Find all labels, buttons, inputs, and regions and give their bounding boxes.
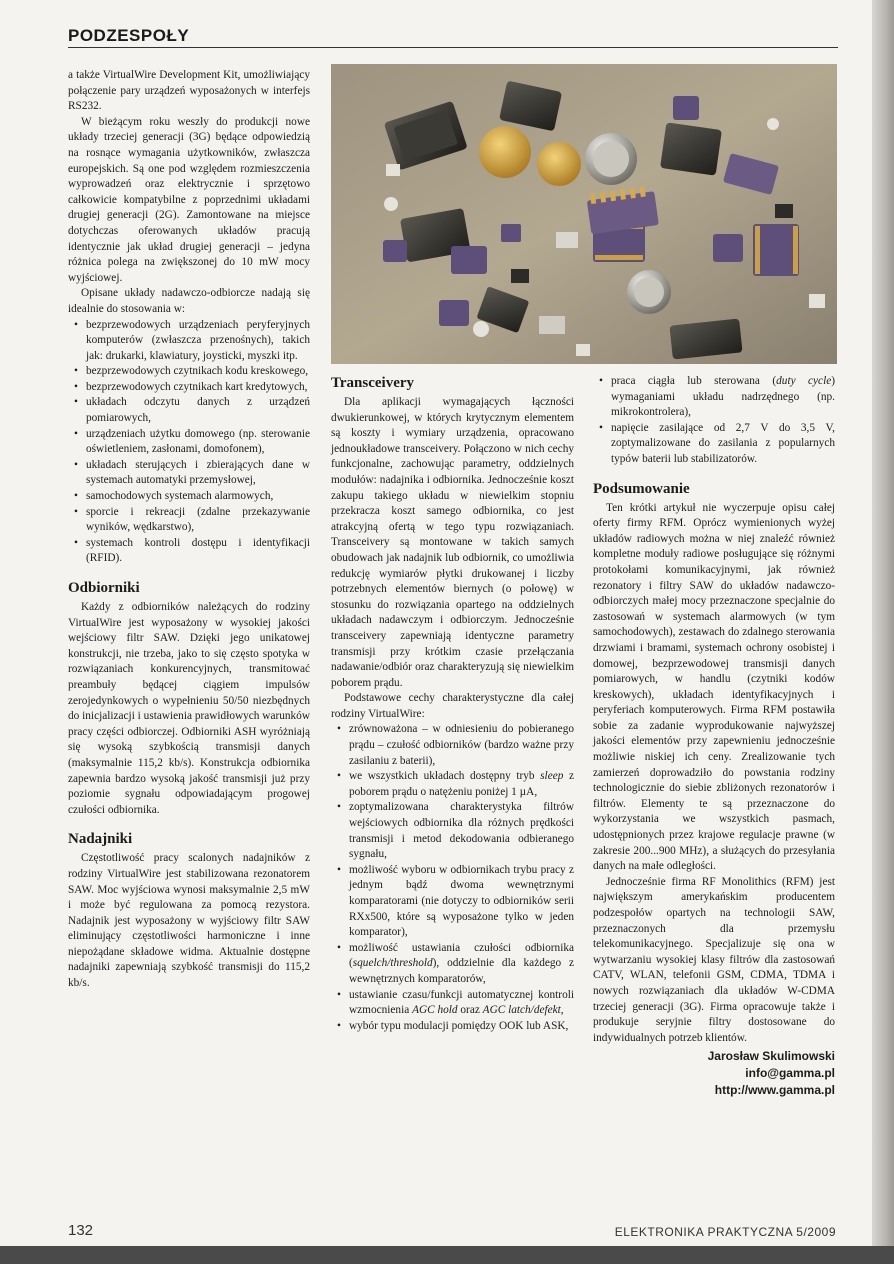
list-item: • zoptymalizowana charakterystyka filtrów wejściowych odbiornika dla różnych prędkości transmisji i metod dekodowania odbieranego sygnału, — [349, 800, 574, 862]
features-list-continued — [593, 374, 835, 468]
col1-3g-paragraph: W bieżącym roku weszły do produkcji nowe układy trzeciej generacji (3G) będące odpowiedzią na rosnące wymagania użytkowników, zwłaszcza europejskich. Są one pod względem rozmieszczenia wyprowadzeń oraz elektrycznie i sprzętowo całkowicie kompatybilne z poprzednimi układami drugiej generacji (2G). Zamontowane na miejsce dotychczas oferowanych układów pracują identycznie jak układ drugiej generacji – jedyna różnica polega na zwiększonej do 10 mW mocy wyjściowej. — [68, 115, 310, 284]
author-signature — [593, 1048, 835, 1099]
list-item: • bezprzewodowych czytnikach kodu kreskowego, — [86, 364, 310, 380]
column-2 — [331, 374, 574, 1034]
features-intro: Podstawowe cechy charakterystyczne dla całej rodziny VirtualWire: — [331, 692, 574, 720]
list-item: • wybór typu modulacji pomiędzy OOK lub ASK, — [349, 1019, 574, 1035]
section-header: PODZESPOŁY — [68, 26, 190, 45]
heading-transceivery: Transceivery — [331, 375, 415, 391]
nadajniki-paragraph: Częstotliwość pracy scalonych nadajników z rodziny VirtualWire jest stabilizowana rezonatorem SAW. Moc wyjściowa wynosi maksymalnie 2,5 mW i może być regulowana za pomocą rezystora. Nadajnik jest wyposażony w wyjściowy filtr SAW eliminujący częstotliwości harmoniczne i inne niepożądane składowe widma. Aktualnie dostępne nadajniki zapewniają szybkość transmisji do 115,2 kb/s. — [68, 852, 310, 990]
list-item: • bezprzewodowych czytnikach kart kredytowych, — [86, 380, 310, 396]
heading-podsumowanie: Podsumowanie — [593, 480, 690, 497]
odbiorniki-paragraph: Każdy z odbiorników należących do rodziny VirtualWire jest wyposażony w wysokiej jakości wejściowy filtr SAW. Dzięki jego unikatowej konstrukcji, nie trzeba, jako to się często spotyka w rozwiązaniach konkurencyjnych, transmitować preambuły będącej ciągiem impulsów zerojedynkowych o wypełnieniu 50/50 niezbędnych do inicjalizacji i ustawienia prawidłowych warunków pracy części odbiorczej. Odbiorniki ASH wyróżniają się wysoką szybkością transmisji danych (maksymalnie 115,2 kb/s). Konstrukcja odbiornika zapewnia bardzo wysoką jakość transmisji już przy poziomie sygnału odpowiadającym progowej czułości odbiornika. — [68, 601, 310, 816]
list-item: • możliwość ustawiania czułości odbiornika (squelch/threshold), oddzielnie dla każdego z wewnętrznych komparatorów, — [349, 941, 574, 988]
heading-odbiorniki: Odbiorniki — [68, 580, 140, 596]
list-item: • ustawianie czasu/funkcji automatycznej kontroli wzmocnienia AGC hold oraz AGC latch/defekt, — [349, 988, 574, 1019]
summary-paragraph: Ten krótki artykuł nie wyczerpuje opisu całej oferty firmy RFM. Oprócz wymienionych wyżej układów radiowych można w niej znaleźć również kompletne moduły radiowe posługujące się różnymi protokołami komunikacyjnymi, jak również rezonatory i filtry SAW do układów nadawczo-odbiorczych małej mocy przeznaczone specjalnie do zastosowań w systemach alarmowych (w tym samochodowych), zestawach do zdalnego sterowania drzwiami i bramami, systemach ochrony osobistej i domowej, bezprzewodowej transmisji danych pomiarowych, w handlu (czytniki kodów kreskowych), układach identyfikacyjnych i peryferiach komputerowych. Firma RFM postawiła sobie za zadanie wyprodukowanie najwyższej jakości elementów przy zapewnieniu jednocześnie możliwie niskiej ich ceny. Zrealizowanie tych zamierzeń doprowadziło do powstania rodziny technologicznie do siebie zbliżonych rezonatorów i filtrów. Elementy te są przeznaczone do wykorzystania we wszystkich pasmach, udostępnionych przez krajowe regulacje prawne (w zakresie 200...900 MHz), a służących do przesyłania danych na małe odległości. — [593, 501, 835, 873]
list-item: • możliwość wyboru w odbiornikach trybu pracy z jednym bądź dwoma wewnętrznymi komparatorami (nie dotyczy to odbiorników serii RXx500, które są wyposażone tylko w jeden komparator), — [349, 863, 574, 941]
list-item: • bezprzewodowych urządzeniach peryferyjnych komputerów (zwłaszcza przenośnych), takich jak: drukarki, klawiatury, joysticki, myszki itp. — [86, 318, 310, 365]
list-item: • napięcie zasilające od 2,7 V do 3,5 V, zoptymalizowane do zasilania z popularnych typów baterii lub stabilizatorów. — [611, 421, 835, 468]
col1-applications-intro: Opisane układy nadawczo-odbiorcze nadają się idealnie do stosowania w: — [68, 287, 310, 315]
list-item: • systemach kontroli dostępu i identyfikacji (RFID). — [86, 536, 310, 567]
bottom-band — [0, 1246, 894, 1264]
list-item: • układach sterujących i zbierających dane w systemach automatyki przemysłowej, — [86, 458, 310, 489]
list-item: • samochodowych systemach alarmowych, — [86, 489, 310, 505]
features-list — [331, 722, 574, 1034]
list-item: • układach odczytu danych z urządzeń pomiarowych, — [86, 395, 310, 426]
page-number: 132 — [68, 1222, 94, 1239]
heading-nadajniki: Nadajniki — [68, 831, 133, 848]
applications-list — [68, 318, 310, 568]
page-edge-shadow — [872, 0, 894, 1264]
list-item: • urządzeniach użytku domowego (np. sterowanie oświetleniem, zasłonami, domofonem), — [86, 427, 310, 458]
components-photo — [331, 64, 837, 364]
header-rule — [68, 47, 838, 48]
magazine-issue: ELEKTRONIKA PRAKTYCZNA 5/2009 — [614, 1225, 836, 1239]
list-item: • we wszystkich układach dostępny tryb sleep z poborem prądu o natężeniu poniżej 1 µA, — [349, 769, 574, 800]
rfm-paragraph: Jednocześnie firma RF Monolithics (RFM) jest największym amerykańskim producentem podzespołów opartych na technologii SAW, przeznaczonych dla przemysłu telekomunikacyjnego. Specjalizuje się ona w wytwarzaniu wysokiej klasy filtrów dla zastosowań CATV, WLAN, telefonii GSM, CDMA, TDMA i nowych rozwiązaniach dla układów W-CDMA trzeciej generacji (3G). Firma opracowuje także i produkuje seryjnie filtry dostosowane do indywidualnych potrzeb klientów. — [593, 875, 835, 1044]
list-item: • sporcie i rekreacji (zdalne przekazywanie wyników, wędkarstwo), — [86, 505, 310, 536]
column-3 — [593, 374, 835, 1099]
col1-intro-paragraph: a także VirtualWire Development Kit, umożliwiający połączenie pary urządzeń wyposażonych w interfejs RS232. — [68, 69, 310, 113]
components-photo-illustration — [331, 64, 837, 364]
transceivery-paragraph: Dla aplikacji wymagających łączności dwukierunkowej, w których krytycznym elementem są koszty i wymiary urządzenia, opracowano jednoukładowe transceivery. Połączono w nich cechy funkcjonalne, zachowując parametry, oddzielnych modułów: nadajnika i odbiornika. Jednocześnie koszt zakupu takiego układu w niewielkim stopniu przekracza koszt samego odbiornika, co jest atrakcyjną ofertą w tego typu rozwiązaniach. Transceivery są montowane w takich samych obudowach jak nadajnik lub odbiornik, co umożliwia redukcję wymiarów płytki drukowanej i liczby potrzebnych elementów biernych (o połowę) w stosunku do rozwiązania opartego na oddzielnych układach nadawczym i odbiorczym. Jednocześnie transceivery zapewniają identyczne parametry transmisji przy krótkim czasie przełączania nadawanie/odbiór oraz charakteryzują się niewielkim poborem prądu. — [331, 396, 574, 689]
author-email[interactable]: info@gamma.pl — [745, 1066, 835, 1081]
list-item: • praca ciągła lub sterowana (duty cycle) wymaganiami układu nadrzędnego (np. mikrokontrolera), — [611, 374, 835, 421]
column-1 — [68, 68, 310, 992]
list-item: • zrównoważona – w odniesieniu do pobieranego prądu – czułość odbiorników (bardzo ważne przy zasilaniu z baterii), — [349, 722, 574, 769]
author-name: Jarosław Skulimowski — [707, 1049, 835, 1064]
author-url[interactable]: http://www.gamma.pl — [714, 1083, 835, 1098]
